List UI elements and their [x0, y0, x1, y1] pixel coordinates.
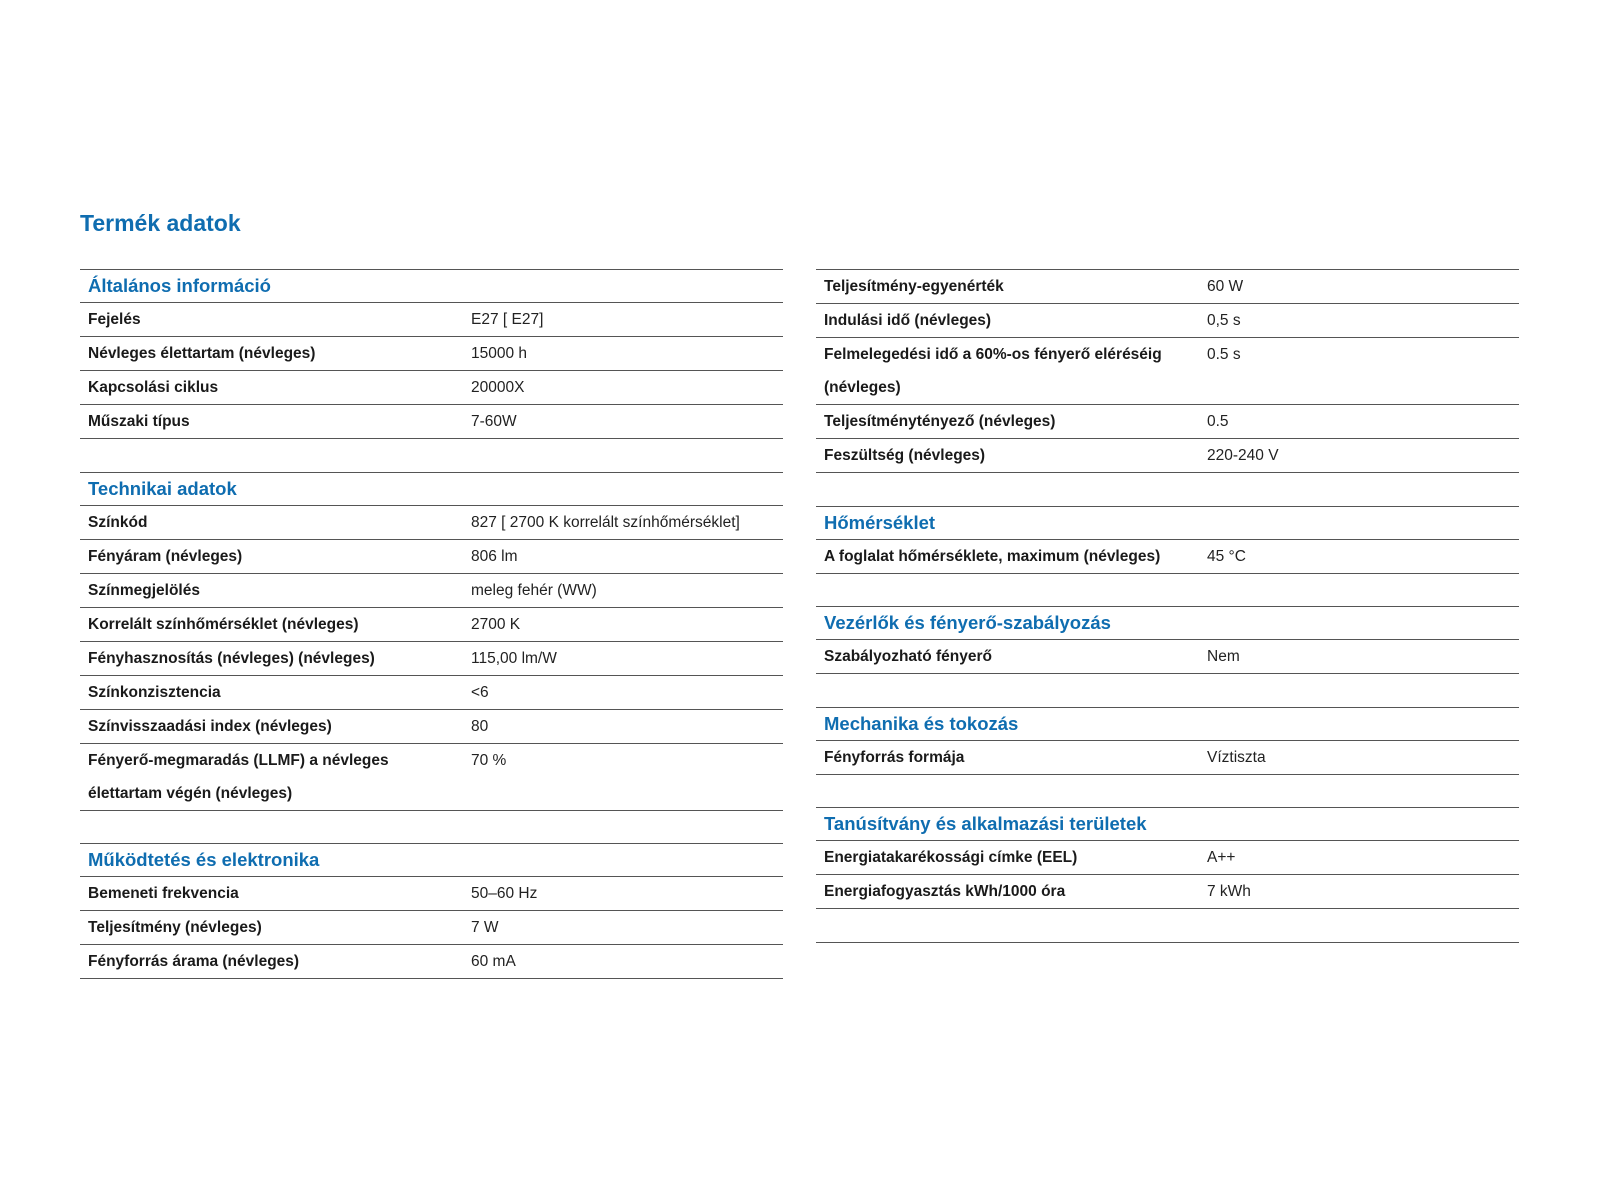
- section-spacer: [816, 775, 1519, 809]
- section-heading: Mechanika és tokozás: [816, 708, 1519, 741]
- spec-label: Kapcsolási ciklus: [88, 379, 219, 396]
- spec-row: [80, 945, 783, 979]
- section-general: [80, 270, 783, 473]
- spec-value: 0.5 s: [1207, 346, 1241, 363]
- spec-row: [80, 506, 783, 540]
- spec-row: [80, 405, 783, 439]
- spec-label: Színvisszaadási index (névleges): [88, 717, 332, 735]
- spec-value: 80: [471, 717, 489, 735]
- spec-row: [816, 741, 1519, 775]
- spec-label: Fejelés: [88, 311, 141, 328]
- spec-label: Korrelált színhőmérséklet (névleges): [88, 615, 359, 633]
- spec-row: [816, 439, 1519, 473]
- section-spacer: [816, 909, 1519, 943]
- spec-label: Színkód: [88, 513, 148, 531]
- spec-label: Színkonzisztencia: [88, 683, 221, 701]
- left-column: [80, 269, 783, 979]
- spec-row: [816, 875, 1519, 909]
- section-heading: Hőmérséklet: [816, 507, 1519, 540]
- spec-row: [816, 304, 1519, 338]
- spec-label: Fényforrás formája: [824, 748, 965, 766]
- spec-label: Teljesítménytényező (névleges): [824, 413, 1056, 430]
- spec-value: A++: [1207, 849, 1236, 866]
- spec-value: 20000X: [471, 379, 525, 396]
- spec-label: Színmegjelölés: [88, 581, 200, 599]
- spec-label: Feszültség (névleges): [824, 447, 986, 464]
- section-technical: [80, 473, 783, 845]
- spec-value: 70 %: [471, 751, 507, 769]
- spec-value: 220-240 V: [1207, 447, 1279, 464]
- spec-label: Teljesítmény (névleges): [88, 919, 262, 936]
- section-heading: Általános információ: [80, 270, 783, 303]
- spec-value: 7 W: [471, 919, 499, 936]
- spec-value: Nem: [1207, 648, 1240, 665]
- spec-value: 7 kWh: [1207, 883, 1251, 900]
- right-column: [816, 269, 1519, 943]
- spec-row: [816, 540, 1519, 574]
- spec-row: [80, 574, 783, 608]
- spec-row: [80, 710, 783, 744]
- spec-value: meleg fehér (WW): [471, 581, 597, 599]
- spec-row: [816, 405, 1519, 439]
- section-heading: Vezérlők és fényerő-szabályozás: [816, 607, 1519, 640]
- section-spacer: [816, 574, 1519, 608]
- section-spacer: [816, 473, 1519, 507]
- section-spacer: [80, 811, 783, 845]
- spec-value: 60 mA: [471, 953, 516, 970]
- spec-label: Fényhasznosítás (névleges) (névleges): [88, 649, 375, 667]
- spec-label: Energiafogyasztás kWh/1000 óra: [824, 883, 1066, 900]
- spec-value: 45 °C: [1207, 547, 1246, 565]
- spec-row: [816, 338, 1519, 405]
- spec-row: [816, 640, 1519, 674]
- spec-label: Bemeneti frekvencia: [88, 885, 239, 902]
- spec-row: [80, 676, 783, 710]
- spec-label: Teljesítmény-egyenérték: [824, 278, 1004, 295]
- spec-row: [80, 540, 783, 574]
- spec-label: Szabályozható fényerő: [824, 648, 992, 665]
- section-controls: [816, 607, 1519, 708]
- spec-value: 115,00 lm/W: [471, 649, 557, 667]
- spec-row: [80, 642, 783, 676]
- spec-value: 50–60 Hz: [471, 885, 538, 902]
- spec-label: Fényáram (névleges): [88, 547, 243, 565]
- spec-value: 60 W: [1207, 278, 1244, 295]
- section-temperature: [816, 507, 1519, 608]
- page-title: Termék adatok: [80, 210, 241, 236]
- section-spacer: [80, 439, 783, 473]
- section-mechanics: [816, 708, 1519, 809]
- spec-value: 0,5 s: [1207, 312, 1241, 329]
- section-heading: Működtetés és elektronika: [80, 844, 783, 877]
- spec-label: A foglalat hőmérséklete, maximum (névleges): [824, 547, 1161, 565]
- spec-row: [816, 841, 1519, 875]
- spec-value: 2700 K: [471, 615, 521, 633]
- spec-label: Fényerő-megmaradás (LLMF) a névleges élettartam végén (névleges): [88, 751, 389, 802]
- spec-label: Energiatakarékossági címke (EEL): [824, 849, 1078, 866]
- spec-value: 806 lm: [471, 547, 518, 565]
- section-certification: [816, 808, 1519, 943]
- spec-value: 827 [ 2700 K korrelált színhőmérséklet]: [471, 513, 740, 531]
- section-heading: Tanúsítvány és alkalmazási területek: [816, 808, 1519, 841]
- spec-value: E27 [ E27]: [471, 311, 544, 328]
- spec-row: [80, 877, 783, 911]
- spec-label: Felmelegedési idő a 60%-os fényerő eléréséig (névleges): [824, 346, 1162, 396]
- spec-value: Víztiszta: [1207, 748, 1266, 766]
- spec-label: Névleges élettartam (névleges): [88, 345, 316, 362]
- spec-row: [80, 911, 783, 945]
- spec-value: <6: [471, 683, 489, 701]
- section-operation: [80, 844, 783, 979]
- section-spacer: [816, 674, 1519, 708]
- spec-row: [80, 608, 783, 642]
- spec-row: [80, 744, 783, 811]
- section-heading: Technikai adatok: [80, 473, 783, 506]
- section-power: [816, 270, 1519, 507]
- spec-row: [80, 371, 783, 405]
- spec-label: Indulási idő (névleges): [824, 312, 992, 329]
- spec-label: Műszaki típus: [88, 413, 190, 430]
- spec-value: 7-60W: [471, 413, 517, 430]
- spec-row: [816, 270, 1519, 304]
- spec-row: [80, 303, 783, 337]
- spec-label: Fényforrás árama (névleges): [88, 953, 300, 970]
- spec-value: 0.5: [1207, 413, 1229, 430]
- spec-row: [80, 337, 783, 371]
- spec-value: 15000 h: [471, 345, 528, 362]
